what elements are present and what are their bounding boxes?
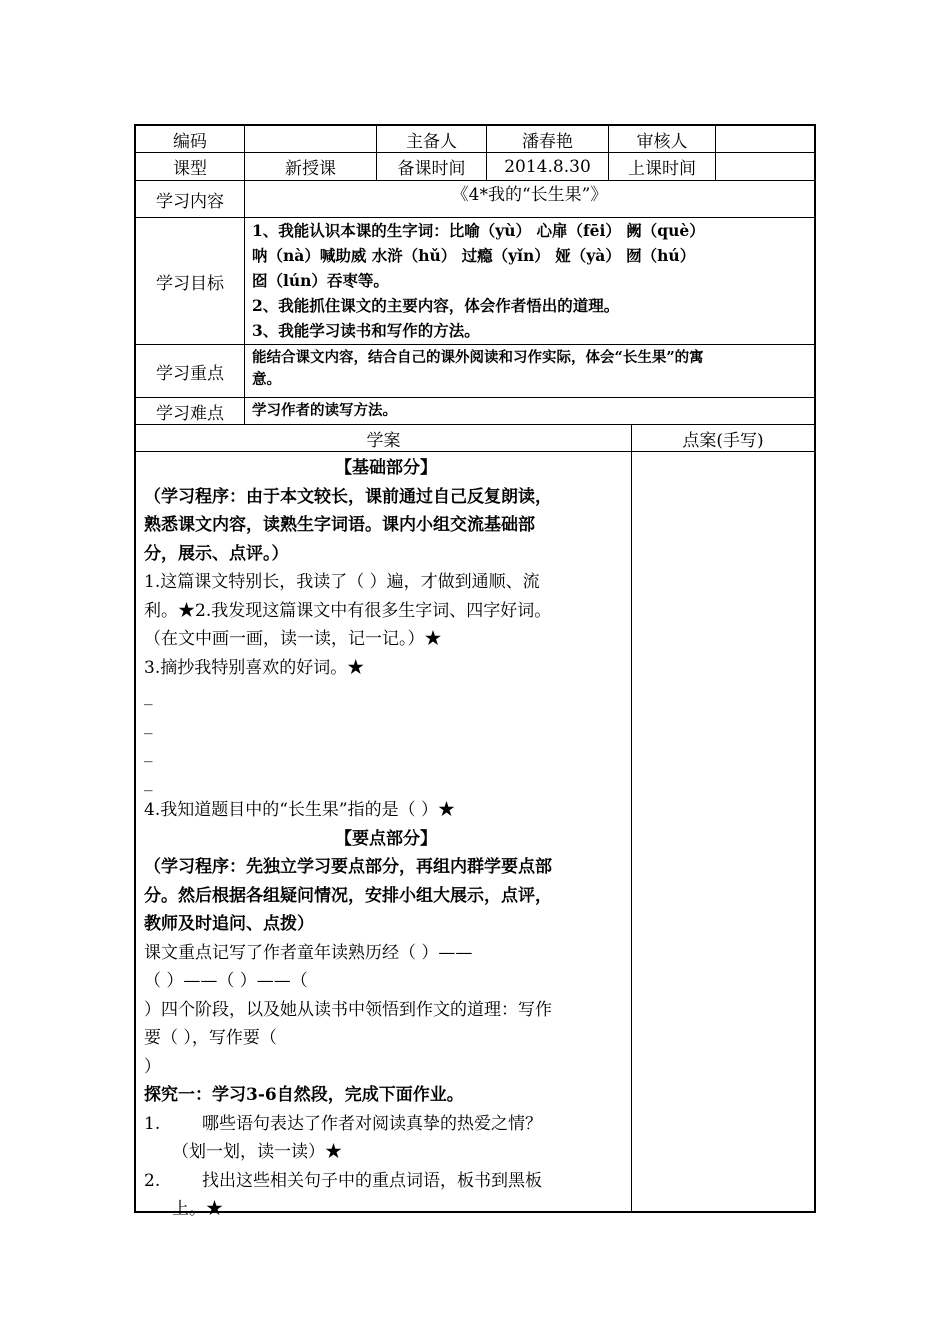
notes-writing-area[interactable] (632, 452, 814, 1211)
lesson-type-value: 新授课 (285, 159, 336, 179)
lead-preparer-value: 潘春艳 (522, 131, 573, 152)
answer-blank-line[interactable]: _ (144, 771, 153, 792)
goals-text (252, 218, 812, 343)
key-procedure-line-2: 分。然后根据各组疑问情况，安排小组大展示，点评， (144, 885, 552, 906)
explore-item-2-number: 2. (144, 1170, 161, 1191)
prep-time-value: 2014.8.30 (504, 156, 591, 177)
class-time-label: 上课时间 (628, 159, 696, 179)
code-value[interactable] (245, 126, 376, 152)
lesson-title: 《4*我的“长生果”》 (451, 184, 608, 205)
goal-line-2: 呐（nà）喊助威 水浒（hǔ） 过瘾（yǐn） 娅（yà） 囫（hú） (252, 246, 696, 265)
fill-line-3: ）四个阶段，以及她从读书中领悟到作文的道理：写作 (144, 999, 552, 1020)
lesson-type-label: 课型 (173, 159, 207, 179)
key-points-line-2: 意。 (252, 371, 281, 388)
fill-line-5: ） (144, 1056, 161, 1077)
lesson-plan-table (134, 124, 816, 1219)
lead-preparer-label: 主备人 (406, 131, 457, 152)
explore-item-1-line-2: （划一划，读一读）★ (172, 1142, 342, 1162)
goal-line-1: 1、我能认识本课的生字词：比喻（yù） 心扉（fēi） 阙（què） (252, 221, 705, 240)
basic-procedure-line-3: 分，展示、点评。） (144, 543, 289, 564)
explore-item-1-text: 哪些语句表达了作者对阅读真挚的热爱之情？ (202, 1113, 542, 1134)
plan-body (144, 454, 628, 1224)
goals-label: 学习目标 (156, 273, 224, 294)
explore-item-1-number: 1. (144, 1113, 161, 1134)
key-procedure-line-3: 教师及时追问、点拨） (144, 914, 314, 934)
answer-blank-line[interactable]: _ (144, 714, 153, 735)
content-label: 学习内容 (156, 191, 224, 212)
question-1-line-2: 利。★2.我发现这篇课文中有很多生字词、四字好词。 (144, 600, 552, 621)
key-procedure-line-1: （学习程序：先独立学习要点部分，再组内群学要点部 (144, 857, 552, 877)
code-label: 编码 (173, 131, 207, 152)
answer-blank-line[interactable]: _ (144, 743, 153, 763)
reviewer-value[interactable] (716, 126, 814, 152)
key-points-line-1: 能结合课文内容，结合自己的课外阅读和习作实际，体会“长生果”的寓 (252, 349, 704, 366)
explore-1-heading: 探究一：学习3-6自然段，完成下面作业。 (144, 1085, 464, 1105)
explore-item-2-text: 找出这些相关句子中的重点词语，板书到黑板 (202, 1170, 542, 1191)
difficulties-text: 学习作者的读写方法。 (252, 402, 397, 419)
answer-blank-line[interactable]: _ (144, 686, 153, 706)
reviewer-label: 审核人 (636, 131, 688, 152)
goal-line-4: 2、我能抓住课文的主要内容，体会作者悟出的道理。 (252, 296, 620, 315)
key-points-text (252, 347, 812, 391)
fill-line-4: 要（ ），写作要（ (144, 1028, 277, 1048)
key-section-heading: 【要点部分】 (335, 828, 437, 849)
prep-time-label: 备课时间 (397, 159, 466, 179)
basic-procedure-line-1: （学习程序：由于本文较长，课前通过自己反复朗读， (144, 486, 552, 507)
explore-item-2-line-2: 上。★ (172, 1199, 223, 1219)
difficulties-label: 学习难点 (156, 403, 224, 424)
question-4: 4.我知道题目中的“长生果”指的是（ ）★ (144, 800, 456, 820)
plan-column-header: 学案 (366, 430, 401, 451)
key-points-label: 学习重点 (156, 363, 224, 384)
basic-section-heading: 【基础部分】 (335, 458, 437, 478)
goal-line-5: 3、我能学习读书和写作的方法。 (252, 321, 480, 340)
fill-line-1: 课文重点记写了作者童年读熟历经（ ）—— (144, 942, 473, 963)
fill-line-2: （ ）——（ ）——（ (144, 971, 308, 991)
question-3: 3.摘抄我特别喜欢的好词。★ (144, 657, 365, 678)
question-1-line-1: 1.这篇课文特别长，我读了（ ）遍，才做到通顺、流 (144, 572, 540, 592)
class-time-value[interactable] (716, 153, 814, 180)
basic-procedure-line-2: 熟悉课文内容，读熟生字词语。课内小组交流基础部 (144, 515, 535, 535)
notes-column-header: 点案(手写) (682, 430, 764, 451)
goal-line-3: 囵（lún）吞枣等。 (252, 271, 389, 290)
explore-item-1 (144, 1110, 628, 1139)
question-2-line: （在文中画一画，读一读，记一记。）★ (144, 629, 442, 649)
explore-item-2 (144, 1167, 628, 1196)
